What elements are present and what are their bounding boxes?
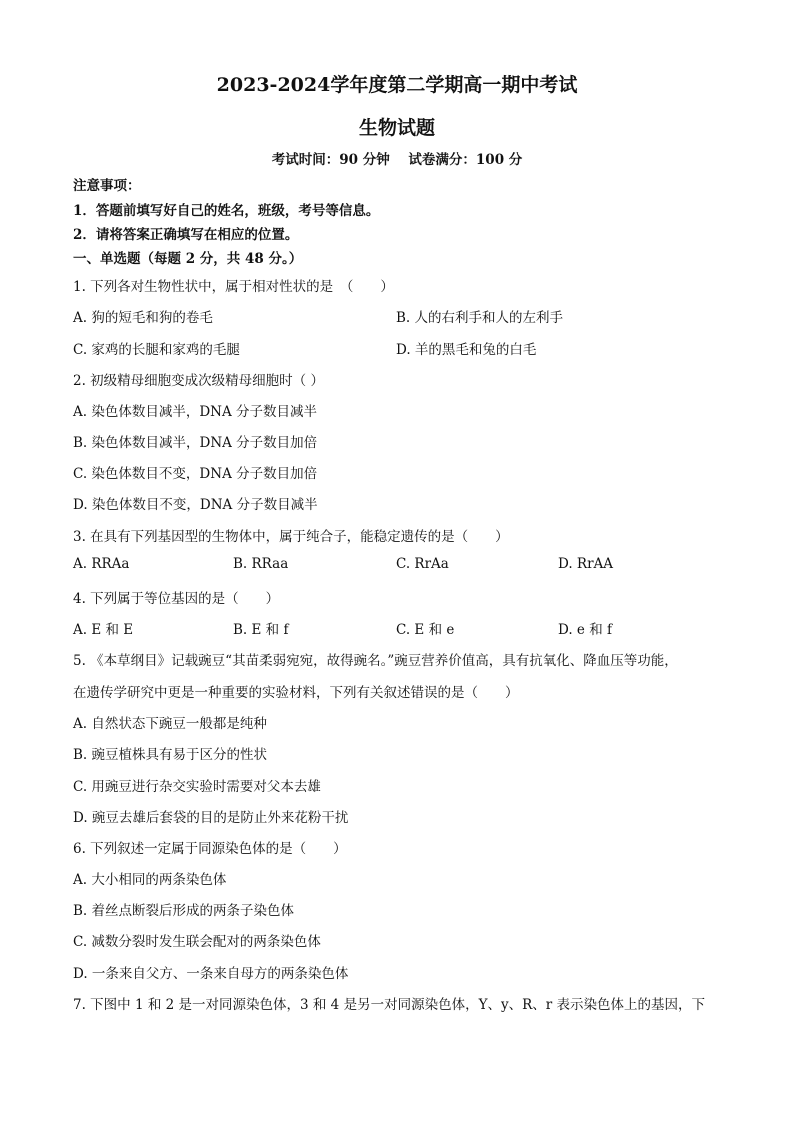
option-d: D. RrAA: [558, 556, 614, 572]
option-c: C. 用豌豆进行杂交实验时需要对父本去雄: [73, 779, 321, 795]
question-stem: 5. 《本草纲目》记载豌豆“其苗柔弱宛宛，故得豌名。”豌豆营养价值高，具有抗氧化、降血压等功能，: [73, 653, 678, 669]
option-c: C. 减数分裂时发生联会配对的两条染色体: [73, 934, 321, 950]
option-d: D. e 和 f: [558, 622, 612, 638]
option-b: B. 染色体数目减半，DNA 分子数目加倍: [73, 435, 318, 451]
option-d: D. 染色体数目不变，DNA 分子数目减半: [73, 497, 318, 513]
section-heading: 一、单选题（每题 2 分，共 48 分。）: [73, 251, 303, 267]
option-b: B. E 和 f: [233, 622, 289, 638]
question-stem: 1. 下列各对生物性状中，属于相对性状的是 （ ）: [73, 279, 394, 295]
note-item: 1．答题前填写好自己的姓名，班级，考号等信息。: [73, 203, 380, 219]
option-d: D. 一条来自父方、一条来自母方的两条染色体: [73, 966, 349, 982]
option-a: A. 染色体数目减半，DNA 分子数目减半: [73, 404, 318, 420]
exam-meta: [0, 148, 794, 168]
option-c: C. E 和 e: [396, 622, 455, 638]
option-b: B. 人的右利手和人的左利手: [396, 310, 564, 326]
option-c: C. 家鸡的长腿和家鸡的毛腿: [73, 342, 240, 358]
option-d: D. 豌豆去雄后套袋的目的是防止外来花粉干扰: [73, 810, 349, 826]
question-stem: 6. 下列叙述一定属于同源染色体的是（ ）: [73, 841, 347, 857]
question-stem: 2. 初级精母细胞变成次级精母细胞时（ ）: [73, 373, 324, 389]
note-item: 2．请将答案正确填写在相应的位置。: [73, 227, 299, 243]
option-b: B. RRaa: [233, 556, 289, 572]
option-a: A. 大小相同的两条染色体: [73, 872, 227, 888]
option-b: B. 豌豆植株具有易于区分的性状: [73, 747, 268, 763]
option-b: B. 着丝点断裂后形成的两条子染色体: [73, 903, 295, 919]
option-a: A. 自然状态下豌豆一般都是纯种: [73, 716, 267, 732]
exam-score: 试卷满分：100 分: [408, 152, 523, 168]
option-c: C. 染色体数目不变，DNA 分子数目加倍: [73, 466, 318, 482]
question-stem: 4. 下列属于等位基因的是（ ）: [73, 591, 280, 607]
option-a: A. E 和 E: [73, 622, 134, 638]
exam-title: 2023-2024学年度第二学期高一期中考试: [216, 74, 578, 96]
question-stem: 7. 下图中 1 和 2 是一对同源染色体，3 和 4 是另一对同源染色体，Y、y、R、r 表示染色体上的基因，下: [73, 997, 706, 1013]
option-d: D. 羊的黑毛和兔的白毛: [396, 342, 537, 358]
notes-heading: 注意事项：: [73, 178, 141, 194]
subject-title: 生物试题: [358, 117, 435, 139]
question-stem: 3. 在具有下列基因型的生物体中，属于纯合子，能稳定遗传的是（ ）: [73, 529, 509, 545]
exam-time: 考试时间：90 分钟: [271, 152, 390, 168]
option-a: A. RRAa: [73, 556, 130, 572]
question-stem-continued: 在遗传学研究中更是一种重要的实验材料，下列有关叙述错误的是（ ）: [73, 685, 519, 701]
option-a: A. 狗的短毛和狗的卷毛: [73, 310, 213, 326]
option-c: C. RrAa: [396, 556, 449, 572]
